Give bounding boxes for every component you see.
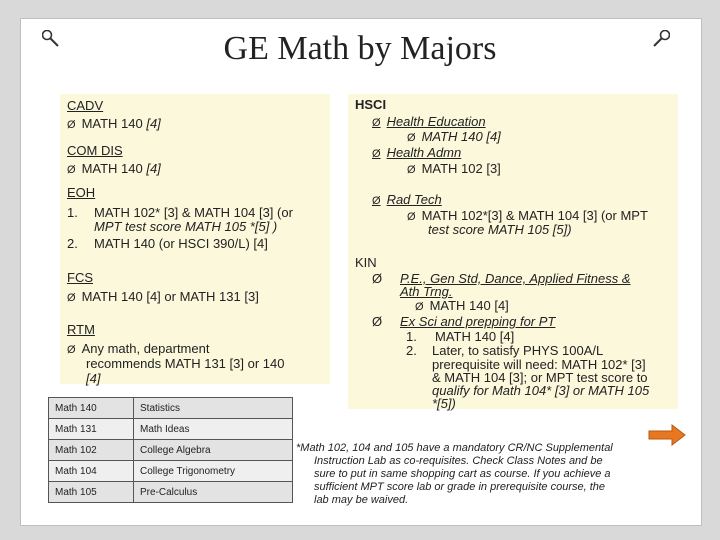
footnote-line: *Math 102, 104 and 105 have a mandatory CR/NC Supplemental: [296, 442, 613, 454]
rtm-heading: RTM: [67, 322, 95, 337]
ex-sci-item-2-cont: qualify for Math 104* [3] or MATH 105: [432, 383, 650, 398]
bullet-arrow-icon: Ø: [67, 164, 76, 176]
bullet-arrow-icon: Ø: [372, 148, 381, 160]
ex-sci-item-2-cont: *[5]): [432, 396, 456, 411]
footnote: [296, 442, 686, 507]
bullet-arrow-icon: Ø: [67, 344, 76, 356]
page-title: GE Math by Majors: [223, 30, 497, 67]
health-education-heading: Ø Health Education: [372, 114, 486, 129]
eoh-number-1: 1.: [67, 205, 78, 220]
table-row: [49, 419, 293, 440]
table-cell: Math 105: [49, 482, 134, 503]
eoh-item-1: MATH 102* [3] & MATH 104 [3] (or: [94, 205, 293, 220]
rad-tech-item: Ø MATH 102*[3] & MATH 104 [3] (or MPT: [407, 208, 648, 223]
table-cell: College Trigonometry: [134, 461, 293, 482]
health-admn-heading: Ø Health Admn: [372, 145, 462, 160]
eoh-heading: EOH: [67, 185, 96, 200]
kin-heading: KIN: [355, 255, 377, 270]
table-cell: Math Ideas: [134, 419, 293, 440]
pe-heading: P.E., Gen Std, Dance, Applied Fitness &: [400, 271, 631, 286]
footnote-line: Instruction Lab as co-requisites. Check Class Notes and be: [314, 455, 603, 467]
ex-sci-number-1: 1.: [406, 329, 417, 344]
footnote-line: sure to put in same shopping cart as course. If you achieve a: [314, 468, 611, 480]
table-cell: Math 140: [49, 398, 134, 419]
footnote-line: sufficient MPT score lab or grade in prerequisite course, the: [314, 481, 606, 493]
bullet-arrow-icon: Ø: [67, 292, 76, 304]
health-admn-item: Ø MATH 102 [3]: [407, 161, 501, 176]
ex-sci-item-2: Later, to satisfy PHYS 100A/L: [432, 343, 604, 358]
bullet-arrow-icon: Ø: [372, 314, 383, 329]
table-cell: Math 102: [49, 440, 134, 461]
course-table: [48, 397, 293, 503]
table-row: [49, 482, 293, 503]
bullet-arrow-icon: Ø: [67, 119, 76, 131]
table-cell: Math 131: [49, 419, 134, 440]
table-row: [49, 461, 293, 482]
health-education-item: Ø MATH 140 [4]: [407, 129, 501, 144]
ex-sci-item-2-cont: & MATH 104 [3]; or MPT test score to: [432, 370, 648, 385]
pe-heading-cont: Ath Trng.: [400, 284, 453, 299]
bullet-arrow-icon: Ø: [407, 211, 416, 223]
footnote-line: lab may be waived.: [314, 494, 409, 506]
table-row: [49, 440, 293, 461]
pe-item: Ø MATH 140 [4]: [415, 298, 509, 313]
rtm-item-cont-2: [4]: [86, 371, 101, 386]
rtm-item: Ø Any math, department: [67, 341, 210, 356]
table-cell: Statistics: [134, 398, 293, 419]
ex-sci-item-1: MATH 140 [4]: [435, 329, 515, 344]
rad-tech-item-cont: test score MATH 105 [5]): [428, 222, 572, 237]
rtm-item-cont: recommends MATH 131 [3] or 140: [86, 356, 285, 371]
eoh-item-2: MATH 140 (or HSCI 390/L) [4]: [94, 236, 268, 251]
eoh-item-1-cont: MPT test score MATH 105 *[5] ): [94, 219, 278, 234]
comdis-item: Ø MATH 140 [4]: [67, 161, 161, 176]
bullet-arrow-icon: Ø: [372, 117, 381, 129]
ex-sci-item-2-cont: prerequisite will need: MATH 102* [3]: [432, 357, 646, 372]
hsci-heading: HSCI: [355, 97, 387, 112]
bullet-arrow-icon: Ø: [415, 301, 424, 313]
fcs-item: Ø MATH 140 [4] or MATH 131 [3]: [67, 289, 259, 304]
cadv-heading: CADV: [67, 98, 104, 113]
ex-sci-number-2: 2.: [406, 343, 417, 358]
table-row: [49, 398, 293, 419]
fcs-heading: FCS: [67, 270, 93, 285]
rad-tech-heading: Ø Rad Tech: [372, 192, 442, 207]
bullet-arrow-icon: Ø: [372, 195, 381, 207]
cadv-item: Ø MATH 140 [4]: [67, 116, 161, 131]
ex-sci-heading: Ex Sci and prepping for PT: [400, 314, 556, 329]
table-cell: Math 104: [49, 461, 134, 482]
table-cell: College Algebra: [134, 440, 293, 461]
comdis-heading: COM DIS: [67, 143, 123, 158]
table-cell: Pre-Calculus: [134, 482, 293, 503]
bullet-arrow-icon: Ø: [372, 271, 383, 286]
bullet-arrow-icon: Ø: [407, 164, 416, 176]
eoh-number-2: 2.: [67, 236, 78, 251]
bullet-arrow-icon: Ø: [407, 132, 416, 144]
